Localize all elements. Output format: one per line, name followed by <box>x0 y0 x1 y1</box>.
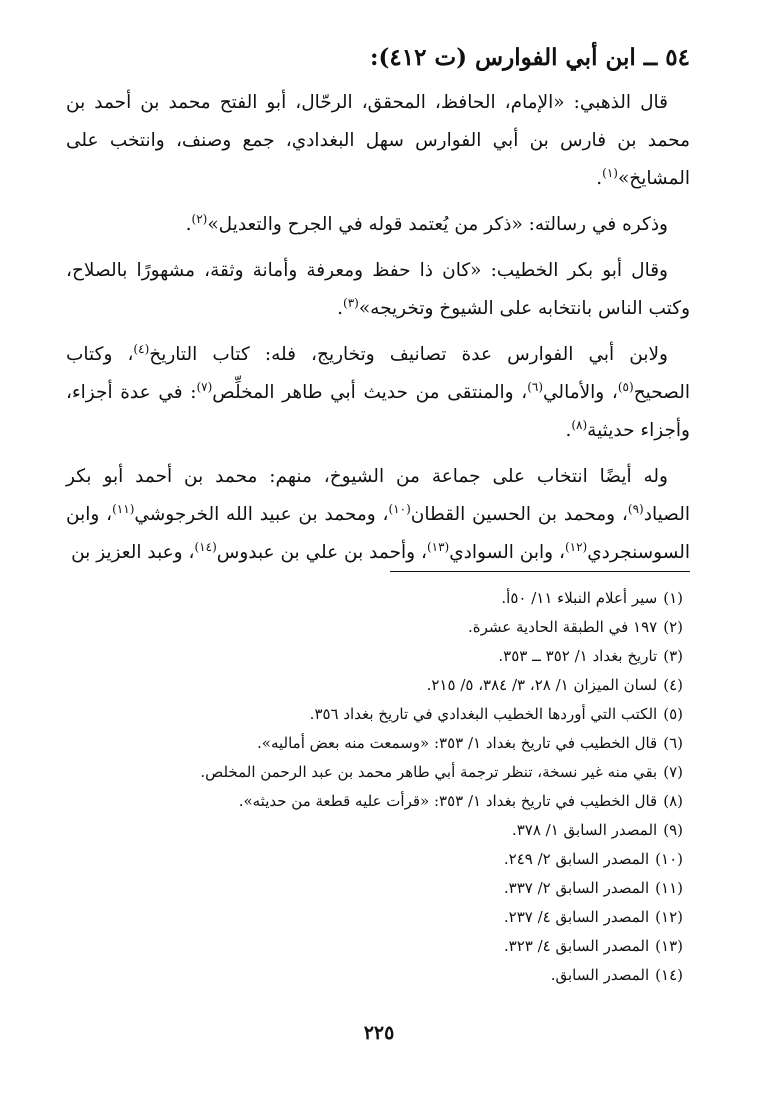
footnote-item <box>66 729 683 758</box>
footnotes-list <box>66 584 683 990</box>
footnote-text: تاريخ بغداد ١/ ٣٥٢ ــ ٣٥٣. <box>498 647 658 665</box>
footnote-item <box>66 700 683 729</box>
footnote-text: المصدر السابق ٢/ ٣٣٧. <box>503 879 650 897</box>
paragraph-selections <box>66 458 690 572</box>
footnote-text: المصدر السابق ٤/ ٢٣٧. <box>503 908 650 926</box>
footnote-text: المصدر السابق. <box>550 966 650 984</box>
footnote-item <box>66 584 683 613</box>
footnote-ref[interactable]: (٢) <box>191 211 208 226</box>
punctuation: . <box>565 420 572 441</box>
footnote-number: (١) <box>663 589 683 607</box>
punctuation: . <box>185 214 192 235</box>
paragraph-text: ولابن أبي الفوارس عدة تصانيف وتخاريج، فله: كتاب التاريخ <box>149 344 668 365</box>
footnote-item <box>66 874 683 903</box>
footnote-item <box>66 845 683 874</box>
paragraph-risala <box>66 206 690 244</box>
page-number: ٢٢٥ <box>363 1022 395 1044</box>
paragraph-text: وله أيضًا انتخاب على جماعة من الشيوخ، منهم: محمد بن أحمد أبو بكر الصياد <box>66 466 690 525</box>
paragraph-works <box>66 336 690 450</box>
paragraph-text: ، وابن السوادي <box>449 542 565 563</box>
footnote-text: سير أعلام النبلاء ١١/ ٥٠أ. <box>501 589 658 607</box>
footnote-item <box>66 671 683 700</box>
paragraph-text: وقال أبو بكر الخطيب: «كان ذا حفظ ومعرفة وأمانة وثقة، مشهورًا بالصلاح، وكتب الناس بانتخابه على الشيوخ وتخريجه» <box>66 260 690 319</box>
footnote-number: (٩) <box>663 821 683 839</box>
footnote-text: قال الخطيب في تاريخ بغداد ١/ ٣٥٣: «قرأت عليه قطعة من حديثه». <box>238 792 658 810</box>
footnote-item <box>66 758 683 787</box>
footnote-ref[interactable]: (٨) <box>571 417 588 432</box>
paragraph-text: ، وابن السوسنجردي <box>66 504 690 563</box>
main-text <box>66 84 690 580</box>
footnote-number: (٣) <box>663 647 683 665</box>
footnote-number: (١٠) <box>655 850 683 868</box>
footnote-ref[interactable]: (١١) <box>112 501 135 516</box>
footnote-number: (١٣) <box>655 937 683 955</box>
footnote-ref[interactable]: (٩) <box>627 501 644 516</box>
footnote-ref[interactable]: (١٠) <box>388 501 411 516</box>
paragraph-text: ، ومحمد بن الحسين القطان <box>410 504 628 525</box>
paragraph-dhahabi <box>66 84 690 198</box>
footnote-number: (٥) <box>663 705 683 723</box>
paragraph-text: ، والمنتقى من حديث أبي طاهر المخلِّص <box>212 382 528 403</box>
footnote-text: قال الخطيب في تاريخ بغداد ١/ ٣٥٣: «وسمعت منه بعض أماليه». <box>257 734 658 752</box>
footnote-item <box>66 787 683 816</box>
footnote-item <box>66 816 683 845</box>
footnote-number: (١٤) <box>655 966 683 984</box>
footnote-item <box>66 961 683 990</box>
footnote-text: ١٩٧ في الطبقة الحادية عشرة. <box>467 618 658 636</box>
footnote-number: (٢) <box>663 618 683 636</box>
footnote-number: (١٢) <box>655 908 683 926</box>
footnote-number: (٦) <box>663 734 683 752</box>
entry-heading: ٥٤ ــ ابن أبي الفوارس (ت ٤١٢): <box>370 44 690 71</box>
footnote-ref[interactable]: (٥) <box>617 379 634 394</box>
footnote-item <box>66 903 683 932</box>
paragraph-text: ، والأمالي <box>543 382 618 403</box>
footnote-item <box>66 642 683 671</box>
footnote-text: المصدر السابق ١/ ٣٧٨. <box>511 821 658 839</box>
footnote-number: (٧) <box>663 763 683 781</box>
footnote-text: المصدر السابق ٤/ ٣٢٣. <box>503 937 650 955</box>
footnote-ref[interactable]: (١٤) <box>194 539 217 554</box>
footnote-item <box>66 932 683 961</box>
footnote-text: لسان الميزان ١/ ٢٨، ٣/ ٣٨٤، ٥/ ٢١٥. <box>426 676 658 694</box>
footnote-text: الكتب التي أوردها الخطيب البغدادي في تاريخ بغداد ٣٥٦. <box>309 705 658 723</box>
footnote-number: (٤) <box>663 676 683 694</box>
footnote-ref[interactable]: (٣) <box>343 295 359 310</box>
paragraph-text: وذكره في رسالته: «ذكر من يُعتمد قوله في الجرح والتعديل» <box>207 214 668 235</box>
footnote-number: (١١) <box>655 879 683 897</box>
footnote-ref[interactable]: (١٢) <box>564 539 588 554</box>
footnote-ref[interactable]: (٧) <box>196 379 213 394</box>
paragraph-text: ، وعبد العزيز بن <box>71 542 195 563</box>
footnote-divider <box>390 571 690 572</box>
footnote-ref[interactable]: (١٣) <box>426 539 450 554</box>
paragraph-text: ، وأحمد بن علي بن عبدوس <box>216 542 427 563</box>
paragraph-text: ، ومحمد بن عبيد الله الخرجوشي <box>134 504 389 525</box>
footnote-ref[interactable]: (٦) <box>527 379 544 394</box>
footnote-number: (٨) <box>663 792 683 810</box>
footnote-text: بقي منه غير نسخة، تنظر ترجمة أبي طاهر محمد بن عبد الرحمن المخلص. <box>200 763 658 781</box>
paragraph-text: قال الذهبي: «الإمام، الحافظ، المحقق، الرحّال، أبو الفتح محمد بن أحمد بن محمد بن فارس بن أبي الفوارس سهل البغدادي، جمع وصنف، وانتخب على المشايخ» <box>66 92 690 189</box>
footnote-ref[interactable]: (١) <box>602 165 618 180</box>
punctuation: . <box>337 298 344 319</box>
paragraph-text: : في عدة أجزاء، وأجزاء حديثية <box>66 382 690 441</box>
punctuation: . <box>596 168 603 189</box>
paragraph-khatib <box>66 252 690 328</box>
footnote-ref[interactable]: (٤) <box>133 341 150 356</box>
footnote-item <box>66 613 683 642</box>
footnote-text: المصدر السابق ٢/ ٢٤٩. <box>503 850 650 868</box>
paragraph-text: ، وكتاب الصحيح <box>66 344 690 403</box>
